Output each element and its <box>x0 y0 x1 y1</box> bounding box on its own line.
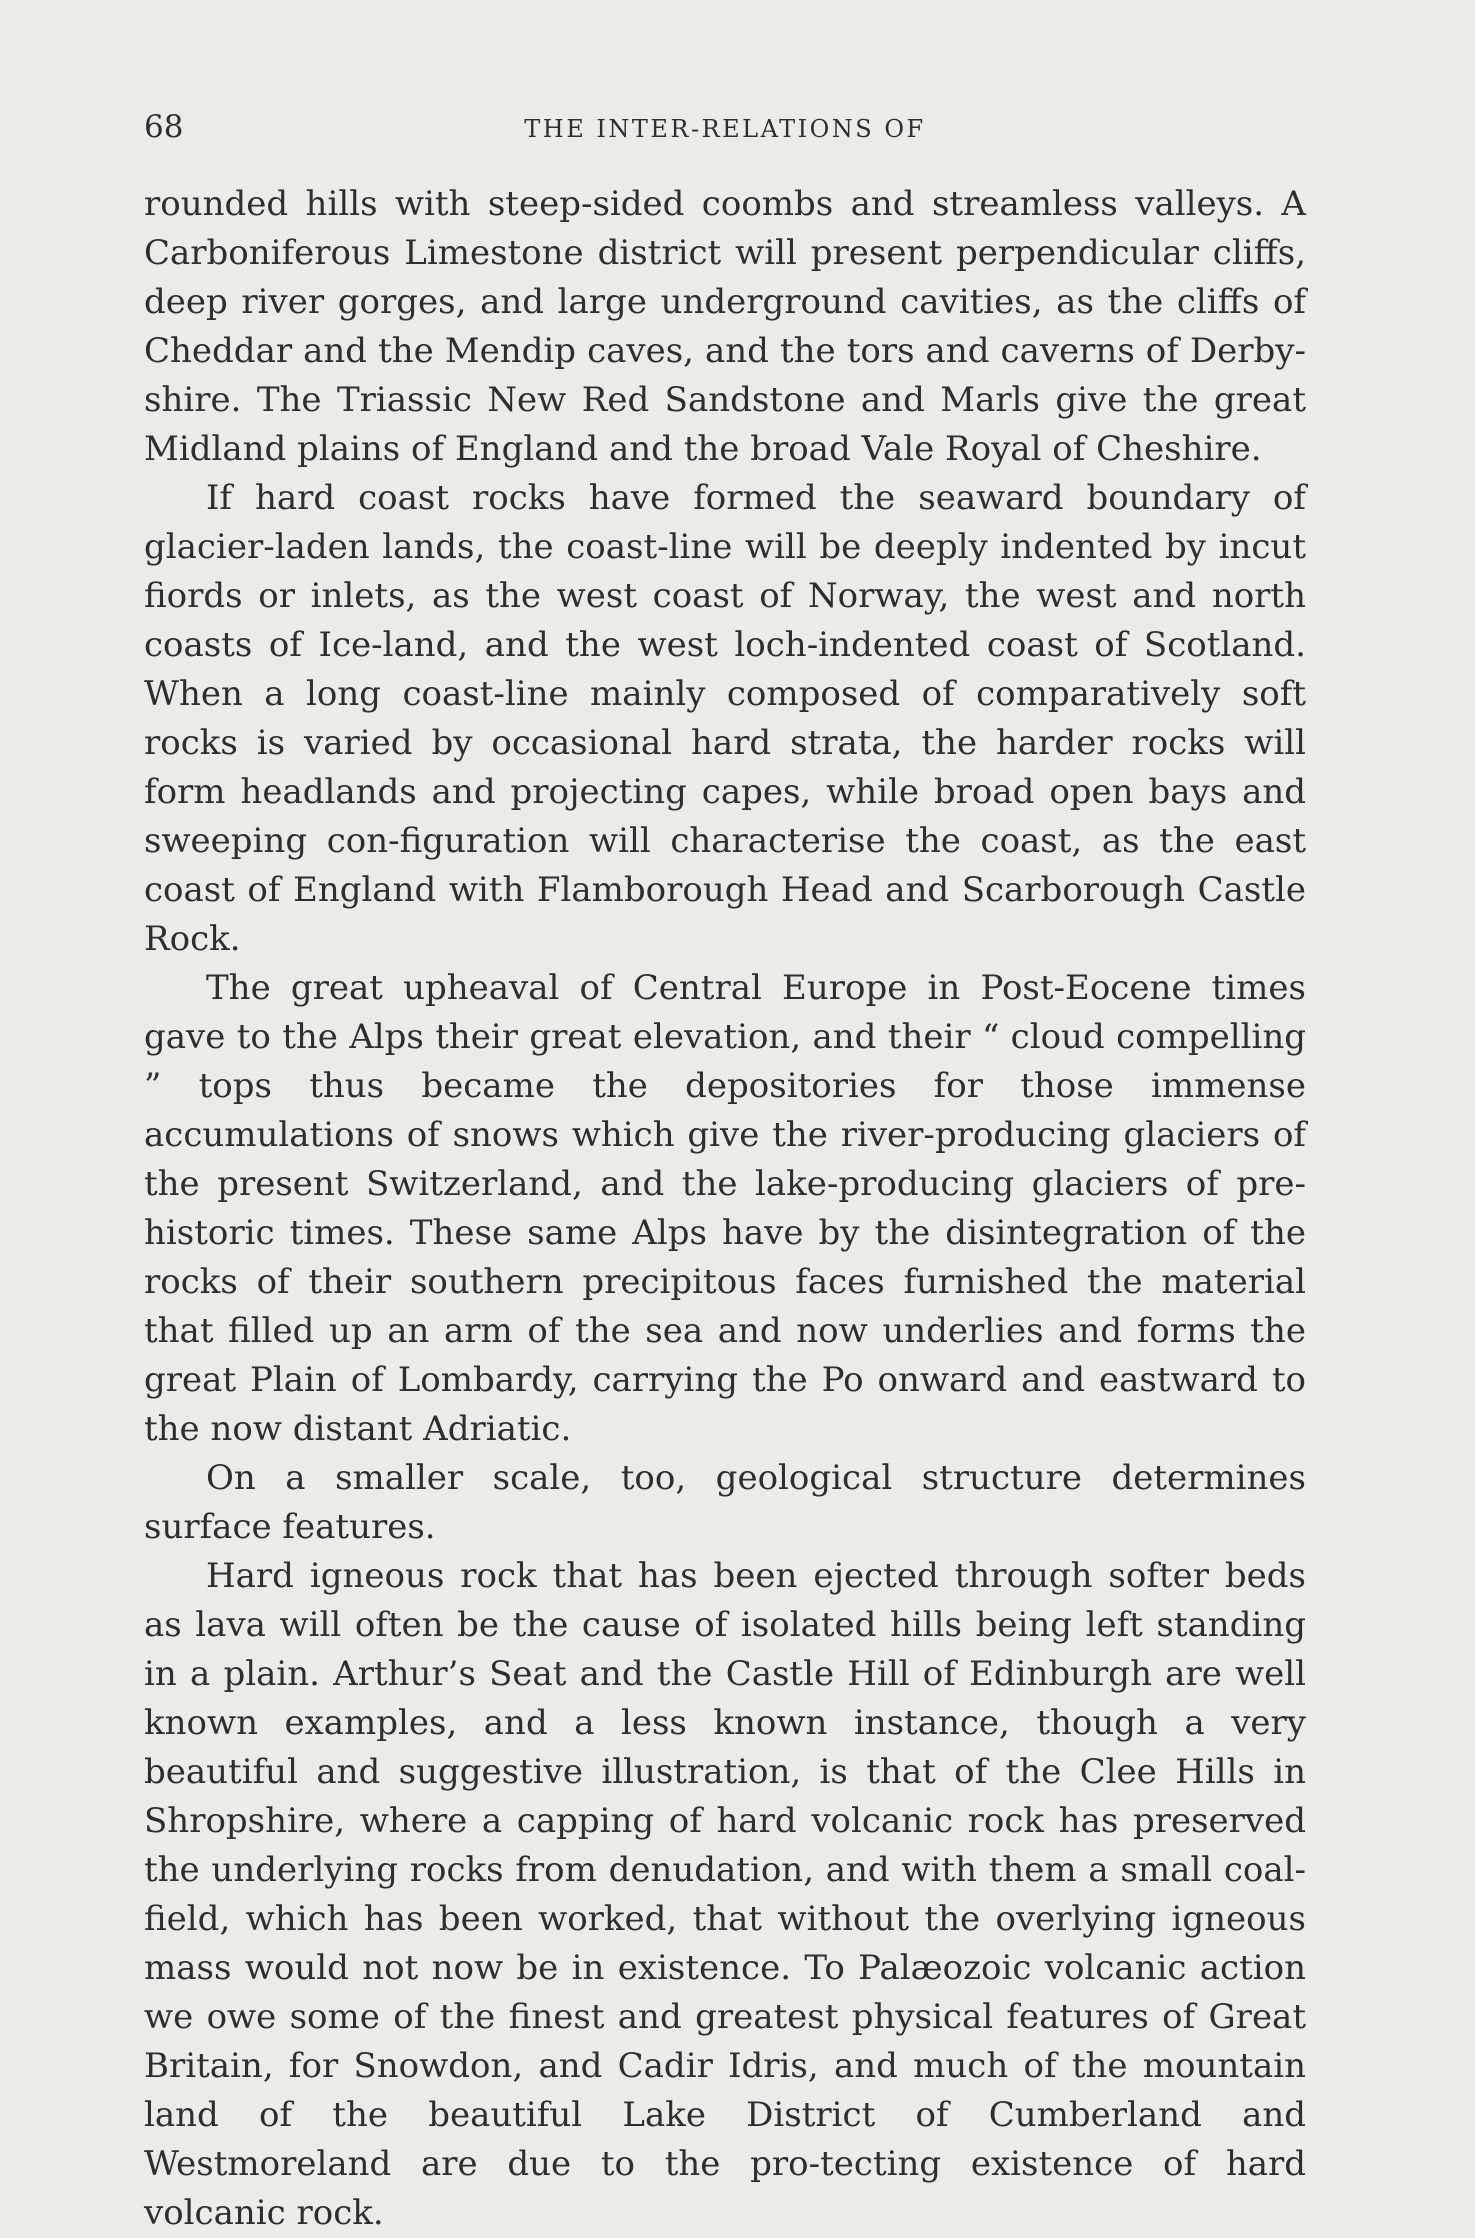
paragraph: If hard coast rocks have formed the seaward boundary of glacier-laden lands, the coast-line will be deeply indented by incut fiords or inlets, as the west coast of Norway, the west and north coasts of Ice-land, and the west loch-indented coast of Scotland. When a long coast-line mainly composed of comparatively soft rocks is varied by occasional hard strata, the harder rocks will form headlands and projecting capes, while broad open bays and sweeping con-figuration will characterise the coast, as the east coast of England with Flamborough Head and Scarborough Castle Rock. <box>144 478 1306 959</box>
page-number: 68 <box>144 109 184 145</box>
paragraph: Hard igneous rock that has been ejected through softer beds as lava will often be the cause of isolated hills being left standing in a plain. Arthur’s Seat and the Castle Hill of Edinburgh are well known examples, and a less known instance, though a very beautiful and suggestive illustration, is that of the Clee Hills in Shropshire, where a capping of hard volcanic rock has preserved the underlying rocks from denudation, and with them a small coal-field, which has been worked, that without the overlying igneous mass would not now be in existence. To Palæozoic volcanic action we owe some of the finest and greatest physical features of Great Britain, for Snowdon, and Cadir Idris, and much of the mountain land of the beautiful Lake District of Cumberland and Westmoreland are due to the pro-tecting existence of hard volcanic rock. <box>144 1556 1306 2233</box>
paragraph: The great upheaval of Central Europe in Post-Eocene times gave to the Alps their great elevation, and their “ cloud compelling ” tops thus became the depositories for those immense accumulations of snows which give the river-producing glaciers of the present Switzerland, and the lake-producing glaciers of pre-historic times. These same Alps have by the disintegration of the rocks of their southern precipitous faces furnished the material that filled up an arm of the sea and now underlies and forms the great Plain of Lombardy, carrying the Po onward and eastward to the now distant Adriatic. <box>144 968 1306 1449</box>
body-text <box>144 180 1306 2238</box>
paragraph: On a smaller scale, too, geological structure determines surface features. <box>144 1458 1306 1547</box>
paragraph: rounded hills with steep-sided coombs and streamless valleys. A Carboniferous Limestone district will present perpendicular cliffs, deep river gorges, and large underground cavities, as the cliffs of Cheddar and the Mendip caves, and the tors and caverns of Derby-shire. The Triassic New Red Sandstone and Marls give the great Midland plains of England and the broad Vale Royal of Cheshire. <box>144 184 1306 469</box>
page-header <box>144 104 1306 150</box>
running-head: THE INTER-RELATIONS OF <box>524 115 926 143</box>
